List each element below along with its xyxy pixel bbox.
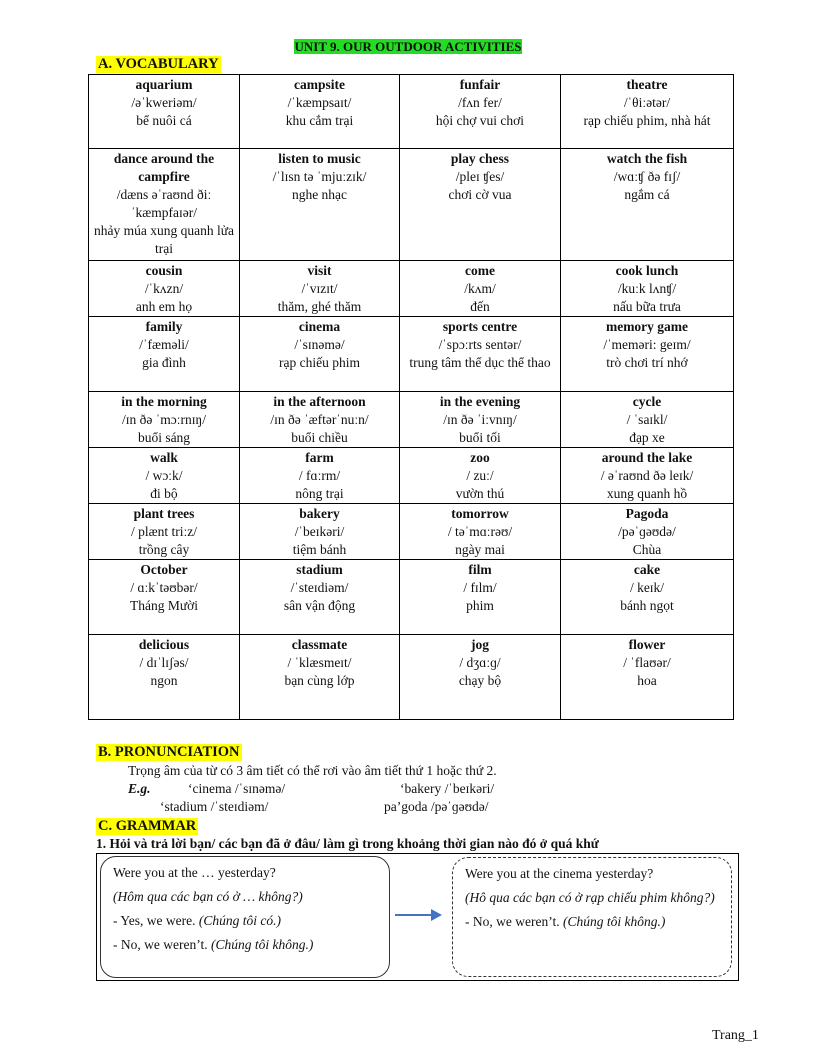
vocab-phonetic: /pəˈɡəʊdə/ bbox=[618, 524, 676, 539]
vocab-phonetic: /ˈbeɪkəri/ bbox=[294, 524, 345, 539]
vocab-meaning: ngon bbox=[150, 673, 178, 688]
vocab-word: cycle bbox=[632, 394, 662, 409]
vocab-phonetic: /kʌm/ bbox=[464, 281, 496, 296]
vocab-meaning: bánh ngọt bbox=[620, 598, 674, 613]
pattern-question: Were you at the … yesterday? bbox=[113, 865, 276, 880]
vocab-meaning: tiệm bánh bbox=[292, 542, 347, 557]
vocab-row bbox=[89, 392, 734, 448]
vocab-phonetic: / ˈklæsmeɪt/ bbox=[287, 655, 352, 670]
vocab-phonetic: /ˈfæməli/ bbox=[139, 337, 189, 352]
example-no: - No, we weren’t. (Chúng tôi không.) bbox=[465, 914, 666, 929]
vocab-word: aquarium bbox=[135, 77, 193, 92]
vocab-row bbox=[89, 560, 734, 635]
vocab-cell bbox=[89, 317, 240, 392]
vocab-word: in the afternoon bbox=[273, 394, 366, 409]
vocab-meaning: hội chợ vui chơi bbox=[435, 113, 525, 128]
vocab-word: bakery bbox=[299, 506, 340, 521]
vocab-meaning: nghe nhạc bbox=[291, 187, 348, 202]
vocab-word: memory game bbox=[605, 319, 689, 334]
example-bakery: ‘bakery /ˈbeɪkəri/ bbox=[400, 781, 495, 796]
vocab-cell bbox=[400, 317, 561, 392]
vocab-cell bbox=[89, 504, 240, 560]
vocab-phonetic: /pleɪ ʧes/ bbox=[455, 169, 505, 184]
example-question-vi: (Hô qua các bạn có ở rạp chiếu phim không?) bbox=[465, 890, 715, 905]
vocab-meaning: bạn cùng lớp bbox=[284, 673, 355, 688]
vocab-cell bbox=[400, 149, 561, 261]
vocab-word: in the evening bbox=[439, 394, 521, 409]
vocab-meaning: Chùa bbox=[632, 542, 662, 557]
vocab-meaning: buổi tối bbox=[459, 430, 501, 445]
vocabulary-table bbox=[88, 74, 734, 720]
vocab-word: farm bbox=[305, 450, 334, 465]
vocab-cell bbox=[240, 448, 400, 504]
right-arrow-icon bbox=[395, 907, 443, 923]
pattern-yes: - Yes, we were. (Chúng tôi có.) bbox=[113, 913, 281, 928]
vocab-word: plant trees bbox=[133, 506, 195, 521]
vocab-row bbox=[89, 635, 734, 720]
vocab-word: dance around the campfire bbox=[113, 151, 215, 184]
vocab-cell bbox=[240, 75, 400, 149]
section-a-heading: A. VOCABULARY bbox=[98, 56, 219, 72]
vocab-meaning: sân vận động bbox=[283, 598, 356, 613]
vocab-row bbox=[89, 317, 734, 392]
vocab-word: Pagoda bbox=[625, 506, 669, 521]
vocab-cell bbox=[240, 635, 400, 720]
vocab-cell bbox=[561, 635, 734, 720]
vocab-cell bbox=[240, 560, 400, 635]
vocab-cell bbox=[240, 261, 400, 317]
vocab-word: cook lunch bbox=[615, 263, 679, 278]
vocab-meaning: gia đình bbox=[142, 355, 186, 370]
vocab-phonetic: / əˈraʊnd ðə leɪk/ bbox=[600, 468, 694, 483]
vocab-meaning: ngày mai bbox=[455, 542, 505, 557]
vocab-meaning: Tháng Mười bbox=[129, 598, 199, 613]
vocab-word: jog bbox=[471, 637, 489, 652]
vocab-word: cinema bbox=[298, 319, 341, 334]
vocab-cell bbox=[89, 560, 240, 635]
vocab-word: play chess bbox=[450, 151, 510, 166]
vocab-cell bbox=[89, 448, 240, 504]
vocab-phonetic: / keɪk/ bbox=[629, 580, 665, 595]
vocab-meaning: xung quanh hồ bbox=[606, 486, 688, 501]
pattern-no: - No, we weren’t. (Chúng tôi không.) bbox=[113, 937, 314, 952]
vocab-meaning: đi bộ bbox=[150, 486, 178, 501]
vocab-phonetic: /fʌn fer/ bbox=[458, 95, 502, 110]
vocab-cell bbox=[561, 392, 734, 448]
vocab-meaning: nông trại bbox=[295, 486, 344, 501]
vocab-cell bbox=[240, 392, 400, 448]
example-stadium: ‘stadium /ˈsteɪdiəm/ bbox=[160, 799, 269, 814]
vocab-meaning: nhảy múa xung quanh lửa trại bbox=[93, 223, 235, 256]
vocab-word: sports centre bbox=[442, 319, 518, 334]
vocab-word: watch the fish bbox=[606, 151, 688, 166]
vocab-word: funfair bbox=[459, 77, 501, 92]
section-c-heading: C. GRAMMAR bbox=[98, 818, 197, 834]
vocab-phonetic: / təˈmɑːrəʊ/ bbox=[447, 524, 513, 539]
vocab-word: around the lake bbox=[601, 450, 693, 465]
vocab-phonetic: / fɪlm/ bbox=[463, 580, 497, 595]
vocab-cell bbox=[400, 560, 561, 635]
vocab-cell bbox=[561, 448, 734, 504]
vocab-word: walk bbox=[150, 450, 178, 465]
vocab-phonetic: / ˈflaʊər/ bbox=[623, 655, 671, 670]
example-label: E.g. bbox=[128, 781, 151, 796]
vocab-phonetic: / ˈsaɪkl/ bbox=[626, 412, 668, 427]
vocab-cell bbox=[89, 75, 240, 149]
vocab-phonetic: /ˈlɪsn tə ˈmjuːzɪk/ bbox=[272, 169, 367, 184]
vocab-cell bbox=[89, 635, 240, 720]
example-question: Were you at the cinema yesterday? bbox=[465, 866, 654, 881]
vocab-word: listen to music bbox=[278, 151, 361, 166]
vocab-cell bbox=[400, 448, 561, 504]
vocab-cell bbox=[561, 504, 734, 560]
vocab-row bbox=[89, 149, 734, 261]
section-b-heading: B. PRONUNCIATION bbox=[98, 744, 240, 760]
vocab-meaning: bể nuôi cá bbox=[136, 113, 192, 128]
vocab-cell bbox=[400, 75, 561, 149]
vocab-phonetic: /əˈkweriəm/ bbox=[131, 95, 197, 110]
vocab-meaning: hoa bbox=[637, 673, 657, 688]
vocab-phonetic: /ˈvɪzɪt/ bbox=[301, 281, 338, 296]
vocab-row bbox=[89, 448, 734, 504]
pattern-bubble bbox=[100, 856, 390, 978]
vocab-meaning: anh em họ bbox=[135, 299, 193, 314]
vocab-cell bbox=[400, 261, 561, 317]
vocab-phonetic: /ɪn ðə ˈæftərˈnuːn/ bbox=[270, 412, 369, 427]
vocab-word: zoo bbox=[470, 450, 490, 465]
example-pagoda: pa’goda /pəˈɡəʊdə/ bbox=[384, 799, 489, 814]
vocab-meaning: chơi cờ vua bbox=[448, 187, 512, 202]
vocab-meaning: buổi chiều bbox=[291, 430, 348, 445]
vocab-meaning: đạp xe bbox=[629, 430, 665, 445]
vocab-row bbox=[89, 504, 734, 560]
vocab-phonetic: / ɑːkˈtəʊbər/ bbox=[130, 580, 198, 595]
vocab-meaning: phim bbox=[466, 598, 494, 613]
pronunciation-rule: Trọng âm của từ có 3 âm tiết có thể rơi vào âm tiết thứ 1 hoặc thứ 2. bbox=[128, 763, 497, 778]
vocab-meaning: trung tâm thể dục thể thao bbox=[409, 355, 551, 370]
vocab-meaning: vườn thú bbox=[455, 486, 505, 501]
vocab-word: delicious bbox=[138, 637, 190, 652]
vocab-cell bbox=[400, 504, 561, 560]
vocab-phonetic: / wɔːk/ bbox=[145, 468, 183, 483]
grammar-point-title: 1. Hỏi và trả lời bạn/ các bạn đã ở đâu/ làm gì trong khoảng thời gian nào đó ở quá khứ bbox=[96, 836, 599, 851]
vocab-cell bbox=[561, 75, 734, 149]
vocab-phonetic: / dʒɑːɡ/ bbox=[459, 655, 501, 670]
vocab-phonetic: / fɑːrm/ bbox=[298, 468, 341, 483]
vocab-phonetic: /ɪn ðə ˈmɔːrnɪŋ/ bbox=[122, 412, 206, 427]
example-cinema: ‘cinema /ˈsɪnəmə/ bbox=[188, 781, 286, 796]
vocab-cell bbox=[400, 392, 561, 448]
vocab-phonetic: / dɪˈlɪʃəs/ bbox=[139, 655, 189, 670]
vocab-cell bbox=[240, 504, 400, 560]
vocab-phonetic: /kuːk lʌnʧ/ bbox=[617, 281, 677, 296]
vocab-phonetic: /ˈkæmpsaɪt/ bbox=[287, 95, 352, 110]
vocab-word: come bbox=[465, 263, 495, 278]
vocab-row bbox=[89, 261, 734, 317]
vocab-cell bbox=[89, 149, 240, 261]
vocab-word: cousin bbox=[145, 263, 183, 278]
vocab-meaning: rạp chiếu phim, nhà hát bbox=[583, 113, 711, 128]
page-number: Trang_1 bbox=[712, 1028, 759, 1043]
vocab-meaning: thăm, ghé thăm bbox=[277, 299, 362, 314]
vocab-word: October bbox=[140, 562, 188, 577]
vocab-word: in the morning bbox=[121, 394, 207, 409]
grammar-example-box bbox=[96, 853, 739, 981]
vocab-word: tomorrow bbox=[451, 506, 509, 521]
vocab-phonetic: / plænt triːz/ bbox=[131, 524, 197, 539]
vocab-word: stadium bbox=[296, 562, 343, 577]
vocab-meaning: ngắm cá bbox=[624, 187, 670, 202]
vocab-word: cake bbox=[633, 562, 661, 577]
vocab-word: campsite bbox=[294, 77, 345, 92]
vocab-phonetic: /ˈθiːətər/ bbox=[623, 95, 671, 110]
vocab-cell bbox=[89, 392, 240, 448]
vocab-meaning: đến bbox=[470, 299, 490, 314]
vocab-phonetic: /ˈmeməri: geɪm/ bbox=[603, 337, 691, 352]
vocab-word: family bbox=[145, 319, 183, 334]
vocab-phonetic: /ˈspɔːrts sentər/ bbox=[438, 337, 522, 352]
vocab-cell bbox=[89, 261, 240, 317]
vocab-phonetic: /dæns əˈraʊnd ðiː ˈkæmpfaɪər/ bbox=[116, 187, 212, 220]
vocab-meaning: khu cắm trại bbox=[285, 113, 354, 128]
vocab-row bbox=[89, 75, 734, 149]
vocab-cell bbox=[561, 261, 734, 317]
unit-title: UNIT 9. OUR OUTDOOR ACTIVITIES bbox=[294, 39, 522, 54]
vocab-phonetic: /ɪn ðə ˈiːvnɪŋ/ bbox=[443, 412, 517, 427]
vocab-word: flower bbox=[628, 637, 666, 652]
vocab-cell bbox=[561, 560, 734, 635]
vocab-meaning: nấu bữa trưa bbox=[613, 299, 681, 314]
vocab-meaning: rạp chiếu phim bbox=[279, 355, 360, 370]
vocab-word: theatre bbox=[626, 77, 668, 92]
vocab-phonetic: /ˈkʌzn/ bbox=[144, 281, 184, 296]
vocab-cell bbox=[561, 317, 734, 392]
vocab-word: visit bbox=[307, 263, 332, 278]
vocab-cell bbox=[240, 317, 400, 392]
vocab-meaning: buổi sáng bbox=[137, 430, 191, 445]
vocab-cell bbox=[240, 149, 400, 261]
vocab-meaning: chạy bộ bbox=[458, 673, 502, 688]
vocab-word: classmate bbox=[291, 637, 348, 652]
pattern-question-vi: (Hôm qua các bạn có ở … không?) bbox=[113, 889, 303, 904]
unit-title-wrap bbox=[0, 38, 816, 56]
vocab-phonetic: /wɑːʧ ðə fɪʃ/ bbox=[613, 169, 681, 184]
vocab-phonetic: /ˈsɪnəmə/ bbox=[294, 337, 345, 352]
vocab-phonetic: /ˈsteɪdiəm/ bbox=[290, 580, 349, 595]
vocab-phonetic: / zuː/ bbox=[466, 468, 494, 483]
vocab-meaning: trồng cây bbox=[138, 542, 190, 557]
example-bubble bbox=[452, 857, 732, 977]
vocab-word: film bbox=[468, 562, 492, 577]
vocab-meaning: trò chơi trí nhớ bbox=[606, 355, 688, 370]
vocab-cell bbox=[561, 149, 734, 261]
vocab-cell bbox=[400, 635, 561, 720]
